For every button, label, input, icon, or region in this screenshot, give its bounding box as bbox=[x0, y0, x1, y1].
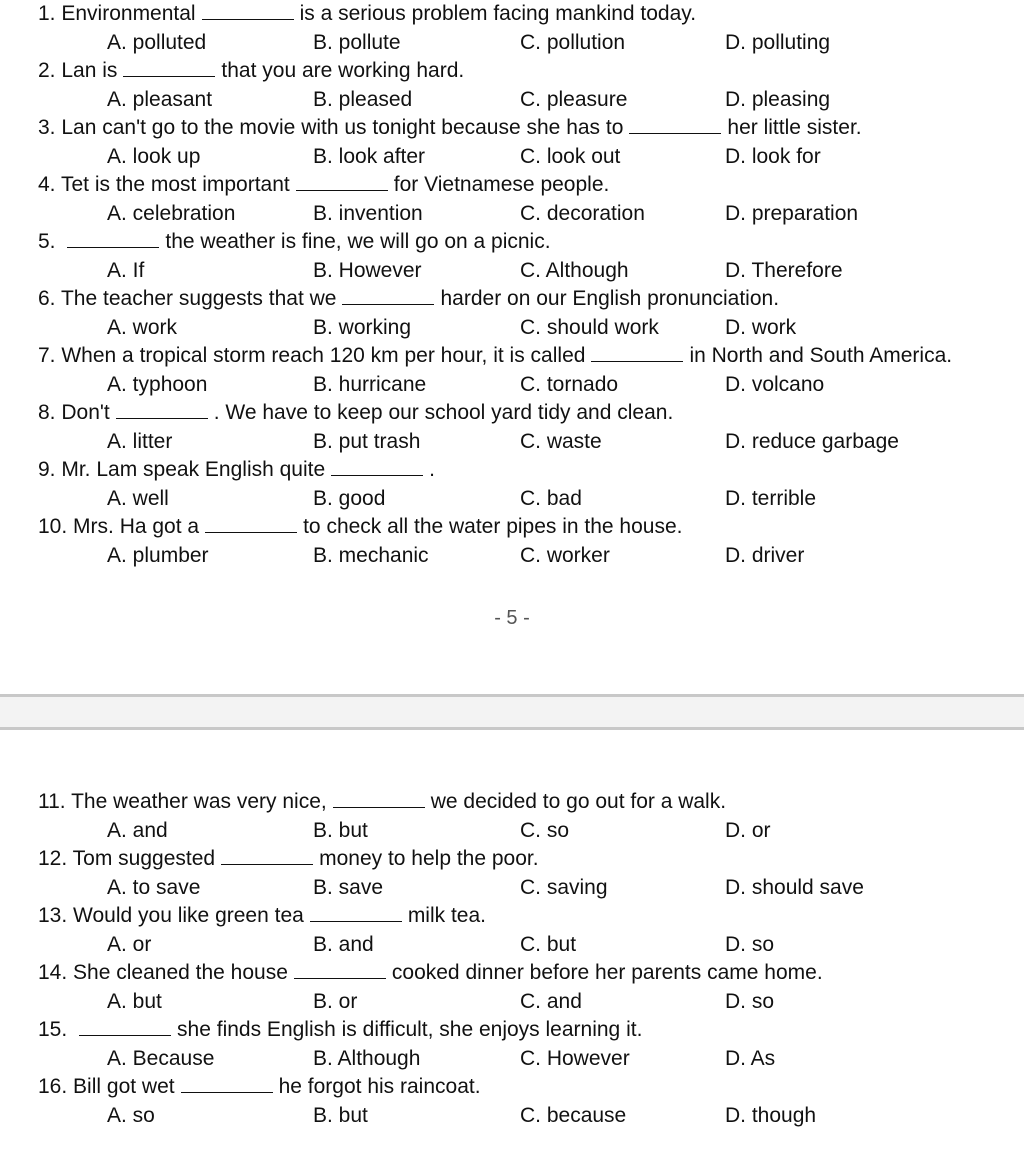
answer-options bbox=[0, 143, 1024, 172]
answer-options bbox=[0, 371, 1024, 400]
option-c[interactable]: C. so bbox=[520, 818, 570, 842]
option-b[interactable]: B. good bbox=[313, 486, 386, 510]
question-stem bbox=[0, 399, 1024, 428]
option-b[interactable]: B. and bbox=[313, 932, 374, 956]
option-a[interactable]: A. typhoon bbox=[107, 372, 208, 396]
question-number: 3. bbox=[38, 116, 56, 139]
option-d[interactable]: D. reduce garbage bbox=[725, 429, 899, 453]
option-c[interactable]: C. pollution bbox=[520, 30, 626, 54]
option-c[interactable]: C. but bbox=[520, 932, 577, 956]
question-text-after-blank: . We have to keep our school yard tidy and clean. bbox=[213, 401, 674, 424]
question-list-page-5 bbox=[0, 0, 1024, 570]
question-text-before-blank: Mr. Lam speak English quite bbox=[61, 458, 326, 481]
question-number: 6. bbox=[38, 287, 56, 310]
option-d[interactable]: D. should save bbox=[725, 875, 864, 899]
option-c[interactable]: C. decoration bbox=[520, 201, 645, 225]
question-item bbox=[0, 902, 1024, 959]
option-b[interactable]: B. hurricane bbox=[313, 372, 427, 396]
option-a[interactable]: A. plumber bbox=[107, 543, 209, 567]
question-text-before-blank: Tom suggested bbox=[72, 847, 216, 870]
answer-options bbox=[0, 428, 1024, 457]
question-stem bbox=[0, 456, 1024, 485]
option-d[interactable]: D. As bbox=[725, 1046, 776, 1070]
question-item bbox=[0, 959, 1024, 1016]
option-a[interactable]: A. and bbox=[107, 818, 168, 842]
option-d[interactable]: D. volcano bbox=[725, 372, 825, 396]
option-a[interactable]: A. litter bbox=[107, 429, 173, 453]
option-b[interactable]: B. but bbox=[313, 818, 368, 842]
option-a[interactable]: A. to save bbox=[107, 875, 201, 899]
question-stem bbox=[0, 285, 1024, 314]
question-item bbox=[0, 788, 1024, 845]
question-text-before-blank: Bill got wet bbox=[73, 1075, 175, 1098]
option-b[interactable]: B. look after bbox=[313, 144, 426, 168]
question-number: 16. bbox=[38, 1075, 68, 1098]
option-a[interactable]: A. so bbox=[107, 1103, 155, 1127]
answer-blank[interactable] bbox=[202, 1, 294, 20]
option-b[interactable]: B. but bbox=[313, 1103, 368, 1127]
question-text-after-blank: we decided to go out for a walk. bbox=[430, 790, 727, 813]
question-text-after-blank: harder on our English pronunciation. bbox=[440, 287, 780, 310]
option-a[interactable]: A. work bbox=[107, 315, 178, 339]
option-c[interactable]: C. look out bbox=[520, 144, 621, 168]
answer-options bbox=[0, 542, 1024, 571]
page-number: - 5 - bbox=[494, 607, 530, 629]
question-number: 10. bbox=[38, 515, 68, 538]
option-b[interactable]: B. pollute bbox=[313, 30, 401, 54]
answer-blank[interactable] bbox=[629, 115, 721, 134]
question-item bbox=[0, 0, 1024, 57]
question-stem bbox=[0, 959, 1024, 988]
question-text-before-blank: Lan can't go to the movie with us tonight because she has to bbox=[61, 116, 624, 139]
question-text-before-blank: When a tropical storm reach 120 km per hour, it is called bbox=[61, 344, 586, 367]
answer-options bbox=[0, 988, 1024, 1017]
question-number: 12. bbox=[38, 847, 68, 870]
answer-blank[interactable] bbox=[591, 343, 683, 362]
question-stem bbox=[0, 845, 1024, 874]
question-item bbox=[0, 1016, 1024, 1073]
option-d[interactable]: D. driver bbox=[725, 543, 805, 567]
option-a[interactable]: A. polluted bbox=[107, 30, 207, 54]
question-stem bbox=[0, 228, 1024, 257]
question-item bbox=[0, 399, 1024, 456]
question-item bbox=[0, 513, 1024, 570]
question-number: 9. bbox=[38, 458, 56, 481]
question-item bbox=[0, 342, 1024, 399]
option-b[interactable]: B. mechanic bbox=[313, 543, 429, 567]
option-b[interactable]: B. save bbox=[313, 875, 384, 899]
question-item bbox=[0, 228, 1024, 285]
worksheet-page-top bbox=[0, 0, 1024, 570]
question-number: 15. bbox=[38, 1018, 68, 1041]
option-b[interactable]: B. Although bbox=[313, 1046, 421, 1070]
answer-options bbox=[0, 485, 1024, 514]
question-text-before-blank: Tet is the most important bbox=[60, 173, 290, 196]
question-text-after-blank: he forgot his raincoat. bbox=[278, 1075, 481, 1098]
question-number: 8. bbox=[38, 401, 56, 424]
option-d[interactable]: D. polluting bbox=[725, 30, 831, 54]
question-stem bbox=[0, 513, 1024, 542]
option-c[interactable]: C. bad bbox=[520, 486, 582, 510]
question-number: 11. bbox=[38, 790, 66, 813]
option-c[interactable]: C. saving bbox=[520, 875, 608, 899]
option-a[interactable]: A. pleasant bbox=[107, 87, 213, 111]
option-c[interactable]: C. and bbox=[520, 989, 582, 1013]
option-c[interactable]: C. Although bbox=[520, 258, 629, 282]
question-text-after-blank: is a serious problem facing mankind today. bbox=[299, 2, 697, 25]
answer-options bbox=[0, 817, 1024, 846]
option-c[interactable]: C. waste bbox=[520, 429, 602, 453]
option-d[interactable]: D. work bbox=[725, 315, 797, 339]
question-stem bbox=[0, 0, 1024, 29]
option-c[interactable]: C. pleasure bbox=[520, 87, 628, 111]
option-c[interactable]: C. because bbox=[520, 1103, 627, 1127]
option-d[interactable]: D. preparation bbox=[725, 201, 859, 225]
answer-blank[interactable] bbox=[294, 960, 386, 979]
question-item bbox=[0, 57, 1024, 114]
question-text-after-blank: . bbox=[429, 458, 436, 481]
answer-blank[interactable] bbox=[79, 1017, 171, 1036]
question-text-before-blank: Would you like green tea bbox=[73, 904, 304, 927]
option-a[interactable]: A. If bbox=[107, 258, 145, 282]
question-text-before-blank: She cleaned the house bbox=[73, 961, 288, 984]
question-item bbox=[0, 285, 1024, 342]
question-text-after-blank: in North and South America. bbox=[689, 344, 953, 367]
answer-options bbox=[0, 86, 1024, 115]
option-c[interactable]: C. should work bbox=[520, 315, 659, 339]
question-stem bbox=[0, 788, 1024, 817]
question-text-after-blank: cooked dinner before her parents came home. bbox=[391, 961, 823, 984]
option-d[interactable]: D. though bbox=[725, 1103, 817, 1127]
question-text-after-blank: to check all the water pipes in the house. bbox=[303, 515, 683, 538]
question-text-before-blank: The weather was very nice, bbox=[71, 790, 327, 813]
option-d[interactable]: D. Therefore bbox=[725, 258, 843, 282]
question-text-before-blank: The teacher suggests that we bbox=[60, 287, 337, 310]
option-c[interactable]: C. worker bbox=[520, 543, 610, 567]
question-stem bbox=[0, 902, 1024, 931]
question-number: 1. bbox=[38, 2, 56, 25]
option-b[interactable]: B. put trash bbox=[313, 429, 421, 453]
answer-blank[interactable] bbox=[181, 1074, 273, 1093]
answer-blank[interactable] bbox=[342, 286, 434, 305]
question-text-after-blank: money to help the poor. bbox=[319, 847, 539, 870]
worksheet-page-bottom bbox=[0, 788, 1024, 1130]
option-d[interactable]: D. look for bbox=[725, 144, 821, 168]
question-item bbox=[0, 1073, 1024, 1130]
answer-options bbox=[0, 29, 1024, 58]
option-a[interactable]: A. or bbox=[107, 932, 152, 956]
question-text-before-blank: Don't bbox=[61, 401, 110, 424]
option-a[interactable]: A. Because bbox=[107, 1046, 215, 1070]
question-text-after-blank: for Vietnamese people. bbox=[393, 173, 610, 196]
question-stem bbox=[0, 1016, 1024, 1045]
option-d[interactable]: D. pleasing bbox=[725, 87, 831, 111]
question-stem bbox=[0, 342, 1024, 371]
answer-options bbox=[0, 257, 1024, 286]
answer-blank[interactable] bbox=[310, 903, 402, 922]
question-stem bbox=[0, 171, 1024, 200]
option-a[interactable]: A. but bbox=[107, 989, 162, 1013]
question-text-after-blank: the weather is fine, we will go on a picnic. bbox=[165, 230, 551, 253]
question-text-after-blank: that you are working hard. bbox=[221, 59, 465, 82]
option-a[interactable]: A. well bbox=[107, 486, 169, 510]
option-b[interactable]: B. pleased bbox=[313, 87, 413, 111]
option-a[interactable]: A. celebration bbox=[107, 201, 236, 225]
question-item bbox=[0, 456, 1024, 513]
option-c[interactable]: C. tornado bbox=[520, 372, 619, 396]
option-a[interactable]: A. look up bbox=[107, 144, 201, 168]
answer-blank[interactable] bbox=[67, 229, 159, 248]
question-stem bbox=[0, 114, 1024, 143]
answer-options bbox=[0, 1045, 1024, 1074]
answer-blank[interactable] bbox=[205, 514, 297, 533]
option-c[interactable]: C. However bbox=[520, 1046, 630, 1070]
question-number: 7. bbox=[38, 344, 56, 367]
option-b[interactable]: B. However bbox=[313, 258, 422, 282]
question-item bbox=[0, 114, 1024, 171]
option-d[interactable]: D. terrible bbox=[725, 486, 817, 510]
question-stem bbox=[0, 57, 1024, 86]
answer-blank[interactable] bbox=[123, 58, 215, 77]
answer-options bbox=[0, 200, 1024, 229]
option-b[interactable]: B. invention bbox=[313, 201, 423, 225]
question-item bbox=[0, 171, 1024, 228]
question-list-page-6 bbox=[0, 788, 1024, 1130]
question-text-before-blank: Environmental bbox=[61, 2, 196, 25]
answer-blank[interactable] bbox=[221, 846, 313, 865]
option-d[interactable]: D. so bbox=[725, 989, 775, 1013]
question-number: 2. bbox=[38, 59, 56, 82]
answer-blank[interactable] bbox=[296, 172, 388, 191]
question-text-after-blank: her little sister. bbox=[727, 116, 862, 139]
answer-blank[interactable] bbox=[116, 400, 208, 419]
question-text-before-blank: Mrs. Ha got a bbox=[73, 515, 200, 538]
answer-options bbox=[0, 931, 1024, 960]
option-d[interactable]: D. or bbox=[725, 818, 771, 842]
answer-blank[interactable] bbox=[333, 789, 425, 808]
answer-blank[interactable] bbox=[331, 457, 423, 476]
question-text-after-blank: she finds English is difficult, she enjoys learning it. bbox=[177, 1018, 643, 1041]
question-number: 4. bbox=[38, 173, 56, 196]
question-number: 14. bbox=[38, 961, 68, 984]
page-break-divider bbox=[0, 694, 1024, 730]
answer-options bbox=[0, 314, 1024, 343]
option-d[interactable]: D. so bbox=[725, 932, 775, 956]
question-number: 5. bbox=[38, 230, 56, 253]
question-number: 13. bbox=[38, 904, 68, 927]
option-b[interactable]: B. or bbox=[313, 989, 358, 1013]
question-text-before-blank: Lan is bbox=[61, 59, 118, 82]
answer-options bbox=[0, 874, 1024, 903]
question-text-after-blank: milk tea. bbox=[407, 904, 486, 927]
answer-options bbox=[0, 1102, 1024, 1131]
question-stem bbox=[0, 1073, 1024, 1102]
question-item bbox=[0, 845, 1024, 902]
option-b[interactable]: B. working bbox=[313, 315, 412, 339]
